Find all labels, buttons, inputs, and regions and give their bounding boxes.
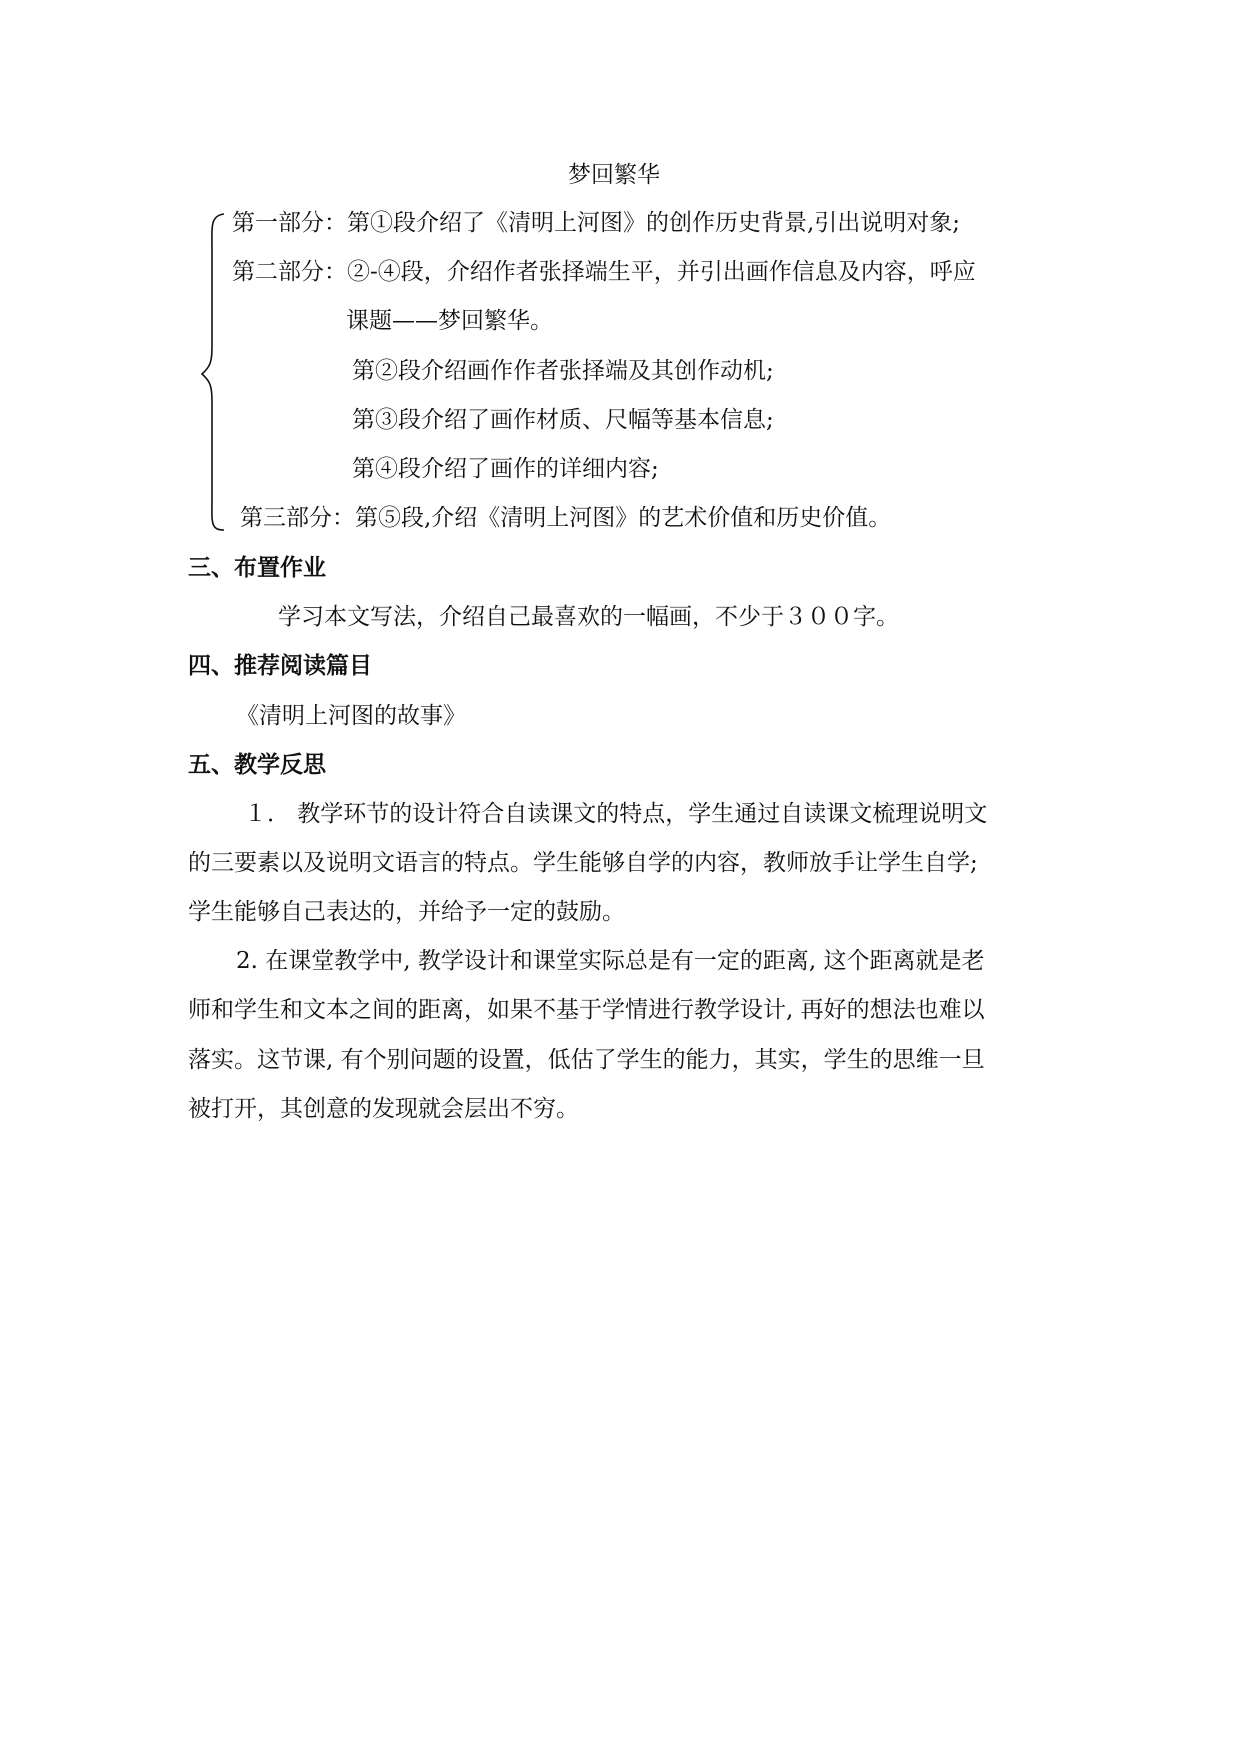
outline-part1: 第一部分：第①段介绍了《清明上河图》的创作历史背景,引出说明对象; [232,210,961,236]
outline-sub1: 第②段介绍画作作者张择端及其创作动机; [352,358,774,384]
outline-part3: 第三部分：第⑤段,介绍《清明上河图》的艺术价值和历史价值。 [240,505,892,531]
outline-part2: 第二部分：②-④段，介绍作者张择端生平，并引出画作信息及内容，呼应 [232,259,976,285]
reading-heading: 四、推荐阅读篇目 [188,653,372,679]
outline-title: 梦回繁华 [568,162,660,188]
reflection-heading: 五、教学反思 [188,752,326,778]
reflection-p2-line4: 被打开，其创意的发现就会层出不穷。 [188,1096,579,1122]
reflection-p2-line1: 2. 在课堂教学中, 教学设计和课堂实际总是有一定的距离, 这个距离就是老 [236,948,985,974]
homework-text: 学习本文写法，介绍自己最喜欢的一幅画，不少于３００字。 [278,604,899,630]
curly-brace-icon [200,212,230,532]
reflection-p2-line2: 师和学生和文本之间的距离，如果不基于学情进行教学设计, 再好的想法也难以 [188,997,985,1023]
reflection-p2-line3: 落实。这节课, 有个别问题的设置，低估了学生的能力，其实，学生的思维一旦 [188,1047,985,1073]
reading-text: 《清明上河图的故事》 [236,703,466,729]
reflection-p1-line1: １． 教学环节的设计符合自读课文的特点，学生通过自读课文梳理说明文 [244,801,988,827]
outline-part2-cont: 课题——梦回繁华。 [346,308,553,334]
outline-sub2: 第③段介绍了画作材质、尺幅等基本信息; [352,407,774,433]
reflection-p1-line2: 的三要素以及说明文语言的特点。学生能够自学的内容，教师放手让学生自学; [188,850,978,876]
homework-heading: 三、布置作业 [188,555,326,581]
reflection-p1-line3: 学生能够自己表达的，并给予一定的鼓励。 [188,899,625,925]
outline-sub3: 第④段介绍了画作的详细内容; [352,456,659,482]
